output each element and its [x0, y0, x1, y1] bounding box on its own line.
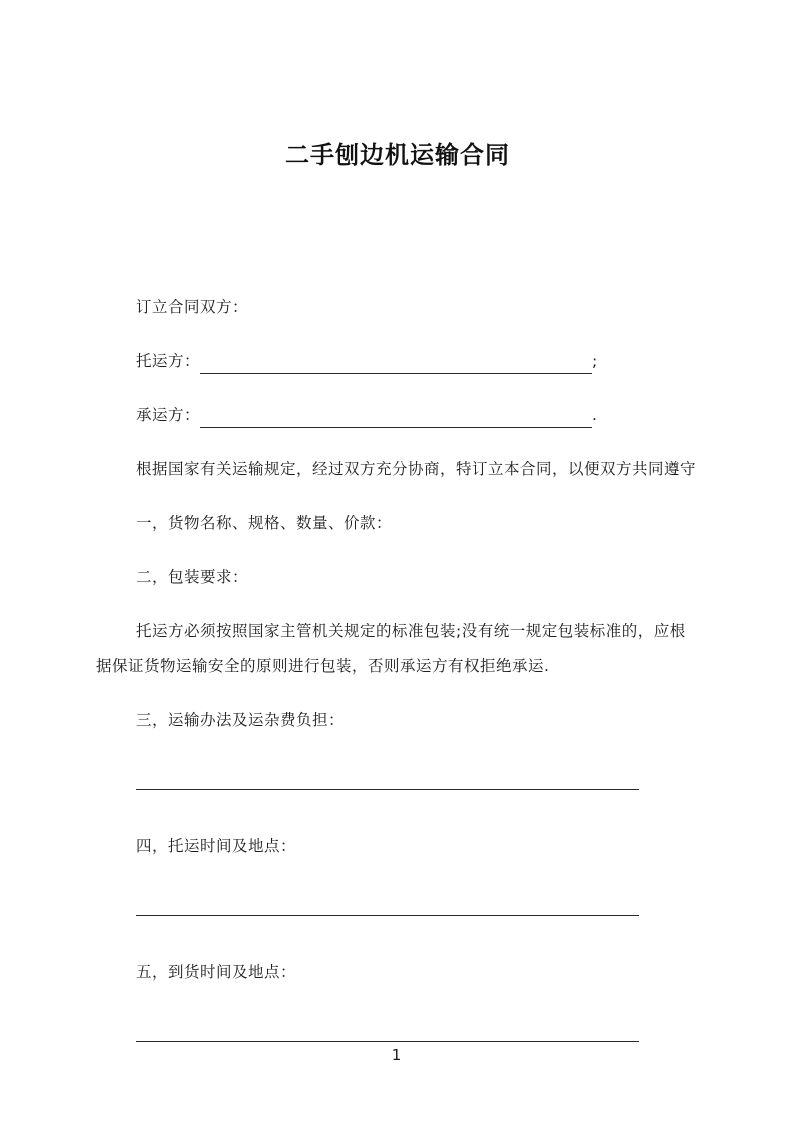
- basis-paragraph: 根据国家有关运输规定，经过双方充分协商，特订立本合同，以便双方共同遵守: [136, 460, 697, 478]
- clause-3-blank-line: [136, 760, 639, 790]
- clause-5-heading: 五，到货时间及地点：: [136, 963, 297, 981]
- clause-2-heading: 二，包装要求：: [136, 568, 249, 586]
- shipper-field-suffix: ;: [592, 352, 598, 370]
- carrier-field-suffix: .: [592, 406, 598, 424]
- carrier-field-row: [136, 398, 699, 433]
- packing-requirement-paragraph: 托运方必须按照国家主管机关规定的标准包装;没有统一规定包装标准的，应根据保证货物运输安全的原则进行包装，否则承运方有权拒绝承运.: [96, 622, 686, 675]
- document-title: 二手刨边机运输合同: [285, 141, 510, 169]
- carrier-blank-line: [200, 406, 592, 428]
- clause-3-heading: 三，运输办法及运杂费负担：: [136, 711, 345, 729]
- document-content: [96, 0, 699, 1081]
- clause-4-blank-line: [136, 886, 639, 916]
- document-body: [96, 290, 699, 1042]
- shipper-blank-line: [200, 352, 592, 374]
- shipper-field-row: [136, 344, 699, 379]
- shipper-field-label: 托运方：: [136, 352, 201, 370]
- clause-1-heading: 一，货物名称、规格、数量、价款：: [136, 514, 393, 532]
- clause-4-heading: 四，托运时间及地点：: [136, 837, 297, 855]
- page-number: 1: [391, 1046, 402, 1064]
- clause-5-blank-line: [136, 1012, 639, 1042]
- intro-line: 订立合同双方：: [136, 298, 249, 316]
- carrier-field-label: 承运方：: [136, 406, 201, 424]
